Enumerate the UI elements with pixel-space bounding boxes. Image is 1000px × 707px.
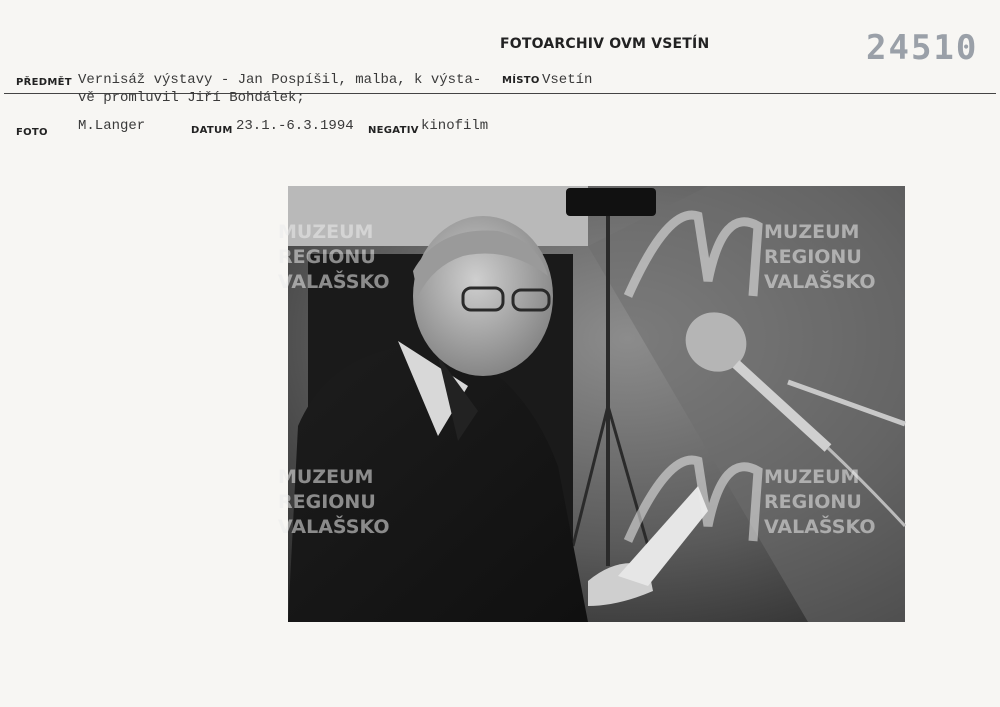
watermark-bottom-line2: REGIONU (764, 491, 862, 513)
watermark-left-top-line3: VALAŠSKO (278, 271, 390, 293)
archive-title: FOTOARCHIV OVM VSETÍN (500, 36, 710, 52)
negativ-value: kinofilm (421, 118, 489, 134)
archive-photo (278, 186, 905, 622)
watermark-left-bottom-line3: VALAŠSKO (278, 516, 390, 538)
watermark-left-top-line2: REGIONU (278, 246, 376, 268)
watermark-top-line2: REGIONU (764, 246, 862, 268)
negativ-label: NEGATIV (368, 125, 419, 136)
photo-illustration (278, 186, 905, 622)
card-number: 24510 (866, 28, 979, 68)
watermark-left-top (278, 221, 389, 293)
watermark-top-line3: VALAŠSKO (764, 271, 876, 293)
datum-value: 23.1.-6.3.1994 (236, 118, 354, 134)
watermark-left-top-line1: MUZEUM (278, 221, 374, 243)
misto-value: Vsetín (542, 72, 593, 88)
foto-value: M.Langer (78, 118, 146, 134)
watermark-bottom-line3: VALAŠSKO (764, 516, 876, 538)
foto-label: FOTO (16, 127, 48, 138)
predmet-value-line2: vě promluvil Jiří Bohdálek; (78, 90, 305, 106)
watermark-bottom-line1: MUZEUM (764, 466, 860, 488)
watermark-top-line1: MUZEUM (764, 221, 860, 243)
watermark-left-bottom-line1: MUZEUM (278, 466, 374, 488)
misto-label: MÍSTO (502, 75, 540, 86)
predmet-value-line1: Vernisáž výstavy - Jan Pospíšil, malba, k výsta- (78, 72, 482, 88)
watermark-left-bottom (278, 466, 389, 538)
datum-label: DATUM (191, 125, 233, 136)
predmet-label: PŘEDMĚT (16, 77, 72, 88)
watermark-left-bottom-line2: REGIONU (278, 491, 376, 513)
